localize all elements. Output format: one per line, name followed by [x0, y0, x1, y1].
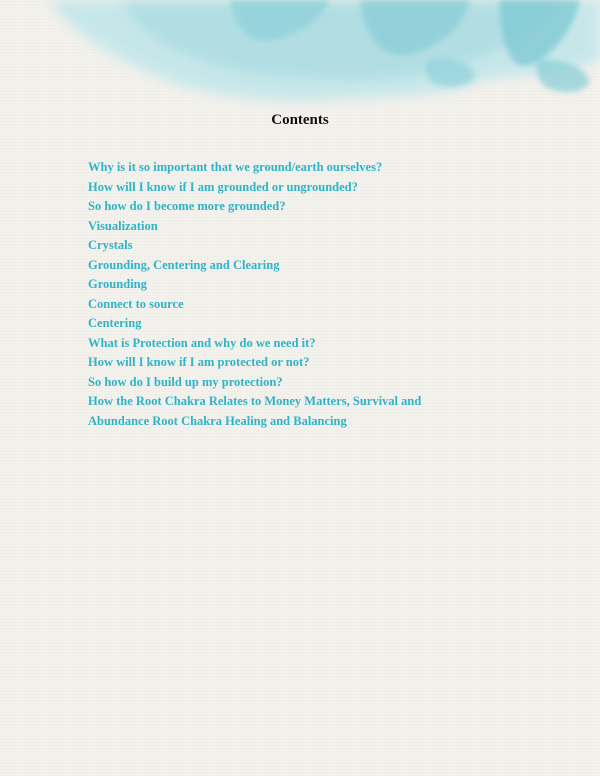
toc-entry[interactable]: Visualization	[88, 218, 158, 233]
toc-entry[interactable]: Crystals	[88, 238, 133, 252]
toc-entry[interactable]: How the Root Chakra Relates to Money Matters, Survival and	[88, 394, 422, 408]
toc-entry[interactable]: Grounding, Centering and Clearing	[88, 257, 280, 272]
toc-entry[interactable]: Abundance Root Chakra Healing and Balancing	[88, 413, 347, 428]
toc-entry[interactable]: How will I know if I am protected or not?	[88, 355, 310, 369]
toc-entry[interactable]: What is Protection and why do we need it?	[88, 335, 316, 350]
toc-entry[interactable]: Why is it so important that we ground/earth ourselves?	[88, 160, 383, 174]
toc-entry[interactable]: So how do I build up my protection?	[88, 374, 283, 389]
toc-entry[interactable]: Connect to source	[88, 296, 184, 311]
table-of-contents	[88, 158, 421, 431]
toc-entry[interactable]: So how do I become more grounded?	[88, 199, 286, 213]
toc-entry[interactable]: How will I know if I am grounded or ungrounded?	[88, 179, 358, 194]
toc-entry[interactable]: Centering	[88, 316, 142, 330]
page-title: Contents	[271, 112, 329, 128]
toc-entry[interactable]: Grounding	[88, 277, 147, 291]
watercolor-header-decoration	[0, 0, 600, 120]
